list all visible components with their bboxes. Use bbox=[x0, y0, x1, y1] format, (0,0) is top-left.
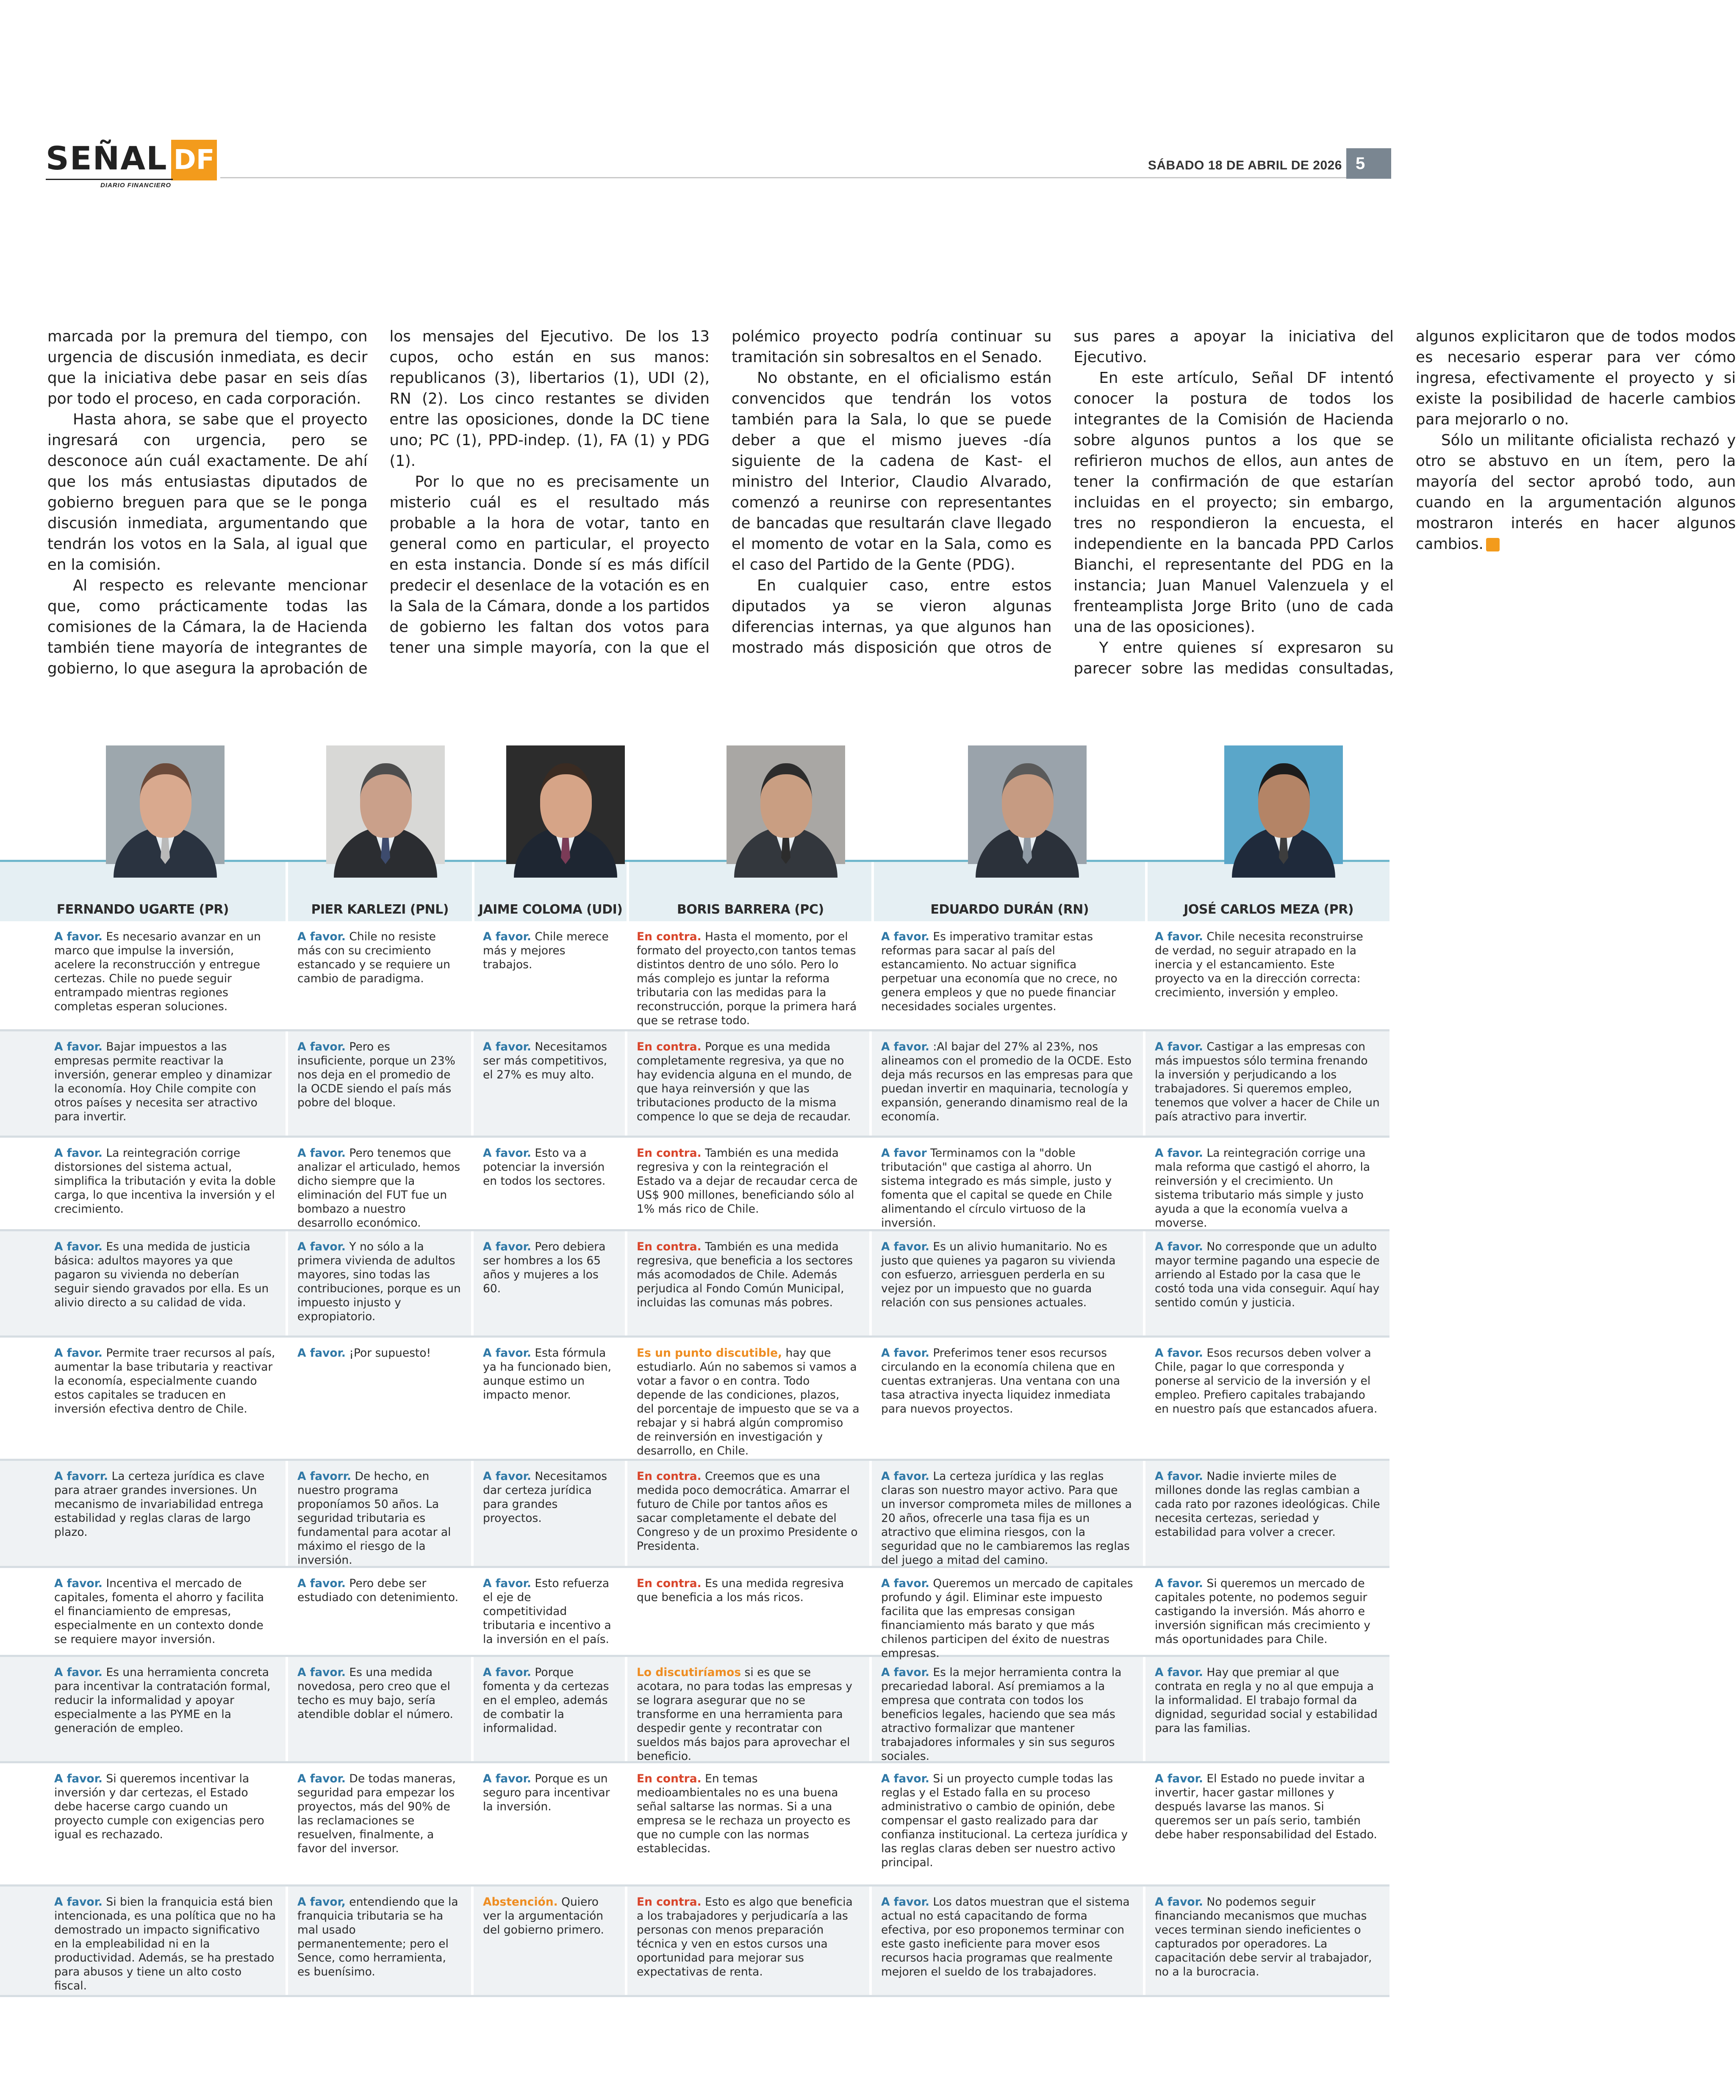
position-label: A favor. bbox=[483, 1346, 531, 1360]
position-cell bbox=[288, 1338, 474, 1459]
position-label: A favor. bbox=[54, 1772, 103, 1785]
position-text: Es un alivio humanitario. No es justo que quienes ya pagaron su vivienda con esfuerzo, arriesguen perderla en su vejez por un impuesto que no guarda relación con sus pensiones actuales. bbox=[881, 1240, 1116, 1309]
positions-table-body bbox=[0, 921, 1389, 1997]
position-label: En contra. bbox=[637, 1147, 702, 1160]
position-cell bbox=[0, 921, 288, 1029]
position-text: Preferimos tener esos recursos circulando en la economía chilena que en cuentas extranjeras. Una ventana con una tasa atractiva inyecta liquidez inmediata para nuevos proyectos. bbox=[881, 1346, 1120, 1416]
position-text: Porque es una medida completamente regresiva, ya que no hay evidencia alguna en el mundo, de que haya reinversión y que las tributaciones producto de la misma compence lo que se deja de recaudar. bbox=[637, 1040, 852, 1123]
deputy-photos-row bbox=[0, 745, 1389, 860]
position-label: A favor. bbox=[54, 1040, 103, 1053]
position-cell bbox=[627, 921, 872, 1029]
position-label: A favor. bbox=[54, 1666, 103, 1679]
position-text: La certeza jurídica es clave para atraer grandes inversiones. Un mecanismo de invariabilidad entrega estabilidad y reglas claras de largo plazo. bbox=[54, 1470, 265, 1539]
logo-subtitle: DIARIO FINANCIERO bbox=[100, 182, 171, 189]
position-cell bbox=[0, 1031, 288, 1136]
position-text: Necesitamos ser más competitivos, el 27% es muy alto. bbox=[483, 1040, 607, 1081]
position-text: Castigar a las empresas con más impuestos sólo termina frenando la inversión y perjudicando a los trabajadores. Si queremos empleo, tenemos que volver a hacer de Chile un país atractivo para invertir. bbox=[1155, 1040, 1380, 1123]
position-text: Esto es algo que beneficia a los trabajadores y perjudicaría a las personas con menos preparación técnica y ven en estos cursos una oportunidad para mejorar sus expectativas de renta. bbox=[637, 1895, 853, 1978]
position-cell bbox=[872, 1138, 1145, 1229]
position-text: Pero es insuficiente, porque un 23% nos deja en el promedio de la OCDE siendo el país más pobre del bloque. bbox=[297, 1040, 455, 1109]
deputy-portrait bbox=[727, 745, 845, 864]
deputy-portrait bbox=[1224, 745, 1343, 864]
position-cell bbox=[474, 1568, 627, 1655]
position-cell bbox=[1145, 921, 1389, 1029]
position-text: También es una medida regresiva, que beneficia a los sectores más acomodados de Chile. Además perjudica al Fondo Común Municipal, incluidas las comunas más pobres. bbox=[637, 1240, 853, 1309]
position-text: Bajar impuestos a las empresas permite reactivar la inversión, generar empleo y dinamizar la economía. Hoy Chile compite con otros países y necesita ser atractivo para invertir. bbox=[54, 1040, 272, 1123]
position-cell bbox=[288, 1763, 474, 1884]
position-label: A favor. bbox=[54, 930, 103, 943]
position-label: A favor. bbox=[1155, 930, 1203, 943]
position-cell bbox=[872, 1338, 1145, 1459]
article-paragraph: Por lo que no es precisamente un misterio cuál es el resultado más probable a la hora de votar, tanto en general como en particular, el proyecto en esta instancia. Donde sí es más difícil predecir el desenlace de la votación es en la Sala de la Cámara, donde a los partidos de gobierno les faltan dos votos para tener una simple mayoría, con la que el polémico proyecto podría continuar su tramitación sin sobresaltos en el Senado. bbox=[389, 328, 1052, 657]
table-row bbox=[0, 1338, 1389, 1461]
position-text: De todas maneras, seguridad para empezar los proyectos, más del 90% de las reclamaciones se resuelven, finalmente, a favor del inversor. bbox=[297, 1772, 456, 1855]
table-row bbox=[0, 1568, 1389, 1660]
position-cell bbox=[0, 1887, 288, 1995]
position-label: Lo discutiríamos bbox=[637, 1666, 741, 1679]
position-cell bbox=[474, 1338, 627, 1459]
position-label: A favor, bbox=[297, 1895, 346, 1909]
position-label: A favor. bbox=[54, 1895, 103, 1909]
position-cell bbox=[0, 1461, 288, 1566]
position-text: Porque fomenta y da certezas en el empleo, además de combatir la informalidad. bbox=[483, 1666, 609, 1735]
portrait-head bbox=[1258, 763, 1310, 838]
position-cell bbox=[1145, 1887, 1389, 1995]
position-label: A favor. bbox=[483, 1666, 531, 1679]
position-label: En contra. bbox=[637, 1577, 702, 1590]
position-label: A favor. bbox=[483, 930, 531, 943]
position-label: A favor. bbox=[483, 1470, 531, 1483]
portrait-head bbox=[140, 763, 191, 838]
logo-wordmark: SEÑAL bbox=[46, 139, 168, 177]
position-text: En temas medioambientales no es una buena señal saltarse las normas. Si a una empresa se le rechaza un proyecto es que no cumple con las normas establecidas. bbox=[637, 1772, 851, 1855]
logo-underline bbox=[46, 179, 173, 189]
position-cell bbox=[627, 1657, 872, 1761]
position-cell bbox=[0, 1568, 288, 1655]
article-paragraph: Hasta ahora, se sabe que el proyecto ingresará con urgencia, pero se desconoce aún cuál exactamente. De ahí que los más entusiastas diputados de gobierno breguen para que se le ponga discusión inmediata, argumentando que tendrán los votos en la Sala, al igual que en la comisión. bbox=[47, 411, 368, 573]
position-cell bbox=[627, 1568, 872, 1655]
end-of-article-icon: S bbox=[1486, 538, 1500, 551]
article-paragraph: Al respecto es relevante mencionar que, como prácticamente todas las comisiones de la Cámara, la de Hacienda también tiene mayoría de integrantes de gobierno, lo que asegura la aprobación de los mensajes del Ejecutivo. De los 13 cupos, ocho están en sus manos: republicanos (3), libertarios (1), UDI (2), RN (2). Los cinco restantes se dividen entre las oposiciones, donde la DC tiene uno; PC (1), PPD-indep. (1), FA (1) y PDG (1). bbox=[47, 328, 710, 677]
position-cell bbox=[872, 1231, 1145, 1335]
article-paragraph-last bbox=[1416, 430, 1736, 554]
position-label: Abstención. bbox=[483, 1895, 558, 1909]
position-text: si es que se acotara, no para todas las empresas y se lograra asegurar que no se transforme en una herramienta para despedir gente y recontratar con sueldos más bajos para aprovechar el beneficio. bbox=[637, 1666, 852, 1763]
position-text: El Estado no puede invitar a invertir, hacer gastar millones y después lavarse las manos. Si queremos ser un país serio, también debe haber responsabilidad del Estado. bbox=[1155, 1772, 1377, 1841]
article-paragraph: En cualquier caso, entre estos diputados ya se vieron algunas diferencias internas, ya que algunos han mostrado más disposición que otros de sus pares a apoyar la iniciativa del Ejecutivo. bbox=[732, 328, 1394, 657]
position-cell bbox=[1145, 1568, 1389, 1655]
position-text: No corresponde que un adulto mayor termine pagando una especie de arriendo al Estado por la casa que le costó toda una vida conseguir. Aquí hay sentido común y justicia. bbox=[1155, 1240, 1380, 1309]
table-row bbox=[0, 1231, 1389, 1338]
position-cell bbox=[1145, 1338, 1389, 1459]
position-label: A favor. bbox=[483, 1240, 531, 1253]
portrait-head bbox=[1002, 763, 1054, 838]
position-label: A favor. bbox=[881, 1772, 929, 1785]
position-cell bbox=[627, 1763, 872, 1884]
header-divider bbox=[220, 177, 1389, 178]
position-cell bbox=[627, 1138, 872, 1229]
position-label: A favor. bbox=[881, 930, 929, 943]
logo-df-box: DF bbox=[171, 140, 217, 180]
position-cell bbox=[474, 1231, 627, 1335]
deputy-name: BORIS BARRERA (PC) bbox=[677, 902, 824, 917]
position-cell bbox=[627, 1461, 872, 1566]
deputy-portrait bbox=[326, 745, 445, 864]
position-label: En contra. bbox=[637, 1772, 702, 1785]
position-label: A favor. bbox=[54, 1240, 103, 1253]
table-row bbox=[0, 1763, 1389, 1887]
article-paragraph: En este artículo, Señal DF intentó conocer la postura de todos los integrantes de la Comisión de Hacienda sobre algunos puntos a los que se refirieron muchos de ellos, aun antes de tener la confirmación de que estarían incluidas en el proyecto; sin embargo, tres no respondieron la encuesta, el independiente en la bancada PPD Carlos Bianchi, el representante del PDG en la instancia; Juan Manuel Valenzuela y el frenteamplista Jorge Brito (uno de cada una de las oposiciones). bbox=[1073, 369, 1394, 636]
position-text: Es una medida de justicia básica: adultos mayores ya que pagaron su vivienda no deberían seguir siendo gravados por ella. Es un alivio directo a su calidad de vida. bbox=[54, 1240, 269, 1309]
position-label: A favor. bbox=[297, 930, 346, 943]
position-cell bbox=[288, 1138, 474, 1229]
position-cell bbox=[872, 921, 1145, 1029]
position-cell bbox=[0, 1138, 288, 1229]
position-text: Porque es un seguro para incentivar la inversión. bbox=[483, 1772, 610, 1813]
position-label: A favor. bbox=[1155, 1040, 1203, 1053]
table-row bbox=[0, 1031, 1389, 1138]
position-text: Hay que premiar al que contrata en regla y no al que empuja a la informalidad. El trabajo formal da dignidad, seguridad social y estabilidad para las familias. bbox=[1155, 1666, 1378, 1735]
deputy-name: PIER KARLEZI (PNL) bbox=[311, 902, 449, 917]
portrait-head bbox=[360, 763, 412, 838]
position-label: A favor. bbox=[297, 1666, 346, 1679]
position-label: En contra. bbox=[637, 1040, 702, 1053]
deputy-portrait bbox=[506, 745, 625, 864]
position-cell bbox=[288, 921, 474, 1029]
position-cell bbox=[474, 1031, 627, 1136]
position-text: Es imperativo tramitar estas reformas para sacar al país del estancamiento. No actuar significa perpetuar una economía que no crece, no genera empleos y que no puede financiar necesidades sociales urgentes. bbox=[881, 930, 1118, 1013]
position-cell bbox=[627, 1338, 872, 1459]
issue-date: SÁBADO 18 DE ABRIL DE 2026 bbox=[1148, 158, 1342, 172]
position-label: A favor. bbox=[54, 1346, 103, 1360]
position-label: A favor. bbox=[881, 1240, 929, 1253]
position-label: A favor. bbox=[881, 1666, 929, 1679]
positions-table bbox=[0, 745, 1389, 1997]
position-text: Chile merece más y mejores trabajos. bbox=[483, 930, 609, 971]
position-cell bbox=[0, 1763, 288, 1884]
table-row bbox=[0, 1138, 1389, 1231]
position-text: Necesitamos dar certeza jurídica para grandes proyectos. bbox=[483, 1470, 607, 1525]
position-cell bbox=[1145, 1763, 1389, 1884]
position-cell bbox=[627, 1887, 872, 1995]
position-label: A favor. bbox=[483, 1772, 531, 1785]
portrait-head bbox=[760, 763, 812, 838]
position-label: A favorr. bbox=[297, 1470, 352, 1483]
position-text: Si bien la franquicia está bien intencionada, es una política que no ha demostrado un impacto significativo en la empleabilidad ni en la productividad. Además, se ha prestado para abusos y tiene un alto costo fiscal. bbox=[54, 1895, 276, 1992]
position-cell bbox=[474, 1763, 627, 1884]
position-label: A favor. bbox=[881, 1040, 929, 1053]
position-text: Pero tenemos que analizar el articulado, hemos dicho siempre que la eliminación del FUT fue un bombazo a nuestro desarrollo económico. bbox=[297, 1147, 460, 1230]
position-cell bbox=[872, 1763, 1145, 1884]
deputy-portrait bbox=[106, 745, 225, 864]
position-cell bbox=[0, 1231, 288, 1335]
table-row bbox=[0, 1887, 1389, 1997]
position-label: A favor. bbox=[1155, 1470, 1203, 1483]
position-text: Esos recursos deben volver a Chile, pagar lo que corresponda y ponerse al servicio de la inversión y el empleo. Prefiero capitales trabajando en nuestro país que estancados afuera. bbox=[1155, 1346, 1378, 1416]
position-cell bbox=[872, 1461, 1145, 1566]
position-label: A favor. bbox=[297, 1147, 346, 1160]
position-cell bbox=[1145, 1657, 1389, 1761]
deputy-name: JAIME COLOMA (UDI) bbox=[478, 902, 623, 917]
position-label: A favor. bbox=[297, 1240, 346, 1253]
position-cell bbox=[872, 1568, 1145, 1660]
position-label: A favor. bbox=[54, 1577, 103, 1590]
position-text: Permite traer recursos al país, aumentar la base tributaria y reactivar la economía, especialmente cuando estos capitales se traducen en inversión efectiva dentro de Chile. bbox=[54, 1346, 275, 1416]
position-text: Creemos que es una medida poco democrática. Amarrar el futuro de Chile por tantos años es sacar completamente el debate del Congreso y de un proximo Presidente o Presidenta. bbox=[637, 1470, 858, 1553]
position-cell bbox=[288, 1568, 474, 1655]
position-text: Si queremos incentivar la inversión y dar certezas, el Estado debe hacerse cargo cuando un proyecto cumple con exigencias pero igual es rechazado. bbox=[54, 1772, 264, 1841]
deputy-name: JOSÉ CARLOS MEZA (PR) bbox=[1184, 902, 1354, 917]
page-number: 5 bbox=[1346, 148, 1391, 179]
position-label: A favor. bbox=[483, 1577, 531, 1590]
table-row bbox=[0, 1657, 1389, 1763]
article-body bbox=[47, 326, 1736, 682]
position-label: Es un punto discutible, bbox=[637, 1346, 782, 1360]
deputy-name: EDUARDO DURÁN (RN) bbox=[930, 902, 1089, 917]
position-label: A favor. bbox=[881, 1895, 929, 1909]
article-paragraph: marcada por la premura del tiempo, con urgencia de discusión inmediata, es decir que la iniciativa debe pasar en seis días por todo el proceso, en cada corporación. bbox=[47, 328, 368, 407]
article-paragraph-text: Sólo un militante oficialista rechazó y otro se abstuvo en un ítem, pero la mayoría del sector aprobó todo, aun cuando en la argumentación algunos mostraron interés en hacer algunos cambios. bbox=[1416, 432, 1736, 553]
position-label: A favor. bbox=[1155, 1240, 1203, 1253]
portrait-head bbox=[540, 763, 592, 838]
position-text: Y no sólo a la primera vivienda de adultos mayores, sino todas las contribuciones, porque es un impuesto injusto y expropiatorio. bbox=[297, 1240, 461, 1323]
article-paragraph: No obstante, en el oficialismo están convencidos que tendrán los votos también para la Sala, lo que se puede deber a que el mismo jueves -día siguiente de la cadena de Kast- el ministro del Interior, Claudio Alvarado, comenzó a reunirse con representantes de bancadas que resultarán clave llegado el momento de votar en la Sala, como es el caso del Partido de la Gente (PDG). bbox=[732, 369, 1052, 573]
position-text: Es una medida regresiva que beneficia a los más ricos. bbox=[637, 1577, 844, 1604]
position-text: Es una medida novedosa, pero creo que el techo es muy bajo, sería atendible doblar el número. bbox=[297, 1666, 453, 1721]
article-paragraph: Y entre quienes sí expresaron su parecer sobre las medidas consultadas, algunos explicitaron que de todos modos es necesario esperar para ver cómo ingresa, efectivamente el proyecto y si existe la posibilidad de hacerle cambios para mejorarlo o no. bbox=[1073, 328, 1736, 677]
position-cell bbox=[288, 1461, 474, 1566]
position-label: A favorr. bbox=[54, 1470, 108, 1483]
position-text: ¡Por supuesto! bbox=[345, 1346, 431, 1360]
position-text: Si queremos un mercado de capitales potente, no podemos seguir castigando la inversión. Más ahorro e inversión significan más crecimiento y más oportunidades para Chile. bbox=[1155, 1577, 1370, 1646]
position-label: A favor. bbox=[297, 1040, 346, 1053]
position-label: A favor. bbox=[483, 1040, 531, 1053]
position-cell bbox=[1145, 1031, 1389, 1136]
position-label: A favor. bbox=[1155, 1346, 1203, 1360]
position-label: A favor. bbox=[297, 1346, 346, 1360]
position-label: A favor. bbox=[1155, 1147, 1203, 1160]
position-cell bbox=[474, 1887, 627, 1995]
position-cell bbox=[872, 1887, 1145, 1995]
table-row bbox=[0, 1461, 1389, 1568]
position-cell bbox=[288, 1887, 474, 1995]
position-text: La certeza jurídica y las reglas claras son nuestro mayor activo. Para que un inversor comprometa miles de millones a 20 años, ofrecerle una tasa fija es un atractivo que elimina riesgos, con la seguridad que no le cambiaremos las reglas del juego a mitad del camino. bbox=[881, 1470, 1132, 1567]
position-cell bbox=[0, 1657, 288, 1761]
position-label: A favor. bbox=[297, 1577, 346, 1590]
position-text: Chile necesita reconstruirse de verdad, no seguir atrapado en la inercia y el estancamiento. Este proyecto va en la dirección correcta: crecimiento, inversión y empleo. bbox=[1155, 930, 1363, 999]
position-label: En contra. bbox=[637, 1470, 702, 1483]
position-text: Los datos muestran que el sistema actual no está capacitando de forma efectiva, por eso proponemos terminar con este gasto ineficiente para mover esos recursos hacia programas que realmente mejoren el sueldo de los trabajadores. bbox=[881, 1895, 1130, 1978]
position-label: A favor. bbox=[1155, 1772, 1203, 1785]
position-label: A favor. bbox=[881, 1577, 929, 1590]
position-text: No podemos seguir financiando mecanismos que muchas veces terminan siendo ineficientes o capturados por operadores. La capacitación debe servir al trabajador, no a la burocracia. bbox=[1155, 1895, 1372, 1978]
position-text: Queremos un mercado de capitales profundo y ágil. Eliminar este impuesto facilita que las empresas consigan financiamiento más barato y que más chilenos participen del éxito de nuestras empresas. bbox=[881, 1577, 1133, 1660]
position-text: Quiero ver la argumentación del gobierno primero. bbox=[483, 1895, 604, 1937]
position-cell bbox=[288, 1657, 474, 1761]
position-text: Esto va a potenciar la inversión en todos los sectores. bbox=[483, 1147, 606, 1188]
position-cell bbox=[474, 1657, 627, 1761]
deputy-name: FERNANDO UGARTE (PR) bbox=[56, 902, 229, 917]
position-text: Es la mejor herramienta contra la precariedad laboral. Así premiamos a la empresa que contrata con todos los beneficios legales, haciendo que sea más atractivo formalizar que mantener trabajadores informales y sin sus seguros sociales. bbox=[881, 1666, 1122, 1763]
position-label: En contra. bbox=[637, 1240, 702, 1253]
position-label: A favor. bbox=[1155, 1577, 1203, 1590]
position-text: Esto refuerza el eje de competitividad tributaria e incentivo a la inversión en el país. bbox=[483, 1577, 611, 1646]
position-label: A favor. bbox=[1155, 1666, 1203, 1679]
position-cell bbox=[474, 1138, 627, 1229]
position-text: Pero debiera ser hombres a los 65 años y mujeres a los 60. bbox=[483, 1240, 606, 1295]
table-row bbox=[0, 921, 1389, 1031]
position-text: Incentiva el mercado de capitales, fomenta el ahorro y facilita el financiamiento de empresas, especialmente en un contexto donde se requiere mayor inversión. bbox=[54, 1577, 264, 1646]
position-text: Esta fórmula ya ha funcionado bien, aunque estimo un impacto menor. bbox=[483, 1346, 612, 1402]
position-text: hay que estudiarlo. Aún no sabemos si vamos a votar a favor o en contra. Todo depende de las condiciones, plazos, del porcentaje de impuesto que se va a rebajar y si habrá algún compromiso de reinversión en investigación y desarrollo, en Chile. bbox=[637, 1346, 860, 1457]
position-cell bbox=[288, 1231, 474, 1335]
position-cell bbox=[474, 1461, 627, 1566]
position-label: En contra. bbox=[637, 1895, 702, 1909]
position-label: A favor. bbox=[483, 1147, 531, 1160]
position-text: Hasta el momento, por el formato del proyecto,con tantos temas distintos dentro de uno sólo. Pero lo más complejo es juntar la reforma tributaria con las medidas para la reconstrucción, porque la primera hará que se retrase todo. bbox=[637, 930, 857, 1027]
position-text: La reintegración corrige distorsiones del sistema actual, simplifica la tributación y evita la doble carga, lo que incentiva la inversión y el crecimiento. bbox=[54, 1147, 276, 1216]
position-text: Es necesario avanzar en un marco que impulse la inversión, acelere la reconstrucción y entregue certezas. Chile no puede seguir entrampado mientras regiones completas esperan soluciones. bbox=[54, 930, 261, 1013]
position-cell bbox=[627, 1231, 872, 1335]
position-text: Terminamos con la "doble tributación" que castiga al ahorro. Un sistema integrado es más simple, justo y fomenta que el capital se quede en Chile alimentando el círculo virtuoso de la inversión. bbox=[881, 1147, 1112, 1230]
position-text: La reintegración corrige una mala reforma que castigó el ahorro, la reinversión y el crecimiento. Un sistema tributario más simple y justo ayuda a que la economía vuelva a moverse. bbox=[1155, 1147, 1370, 1230]
position-label: A favor bbox=[881, 1147, 927, 1160]
position-cell bbox=[1145, 1461, 1389, 1566]
position-text: De hecho, en nuestro programa proponíamos 50 años. La seguridad tributaria es fundamental para acotar al máximo el riesgo de la inversión. bbox=[297, 1470, 451, 1567]
position-text: Chile no resiste más con su crecimiento estancado y se requiere un cambio de paradigma. bbox=[297, 930, 450, 985]
position-label: A favor. bbox=[1155, 1895, 1203, 1909]
position-cell bbox=[1145, 1231, 1389, 1335]
position-label: A favor. bbox=[881, 1470, 929, 1483]
position-text: También es una medida regresiva y con la reintegración el Estado va a dejar de recaudar cerca de US$ 900 millones, beneficiando sólo al 1% más rico de Chile. bbox=[637, 1147, 858, 1216]
position-text: entendiendo que la franquicia tributaria se ha mal usado permanentemente; pero el Sence, como herramienta, es buenísimo. bbox=[297, 1895, 458, 1978]
deputy-portrait bbox=[968, 745, 1087, 864]
position-label: A favor. bbox=[54, 1147, 103, 1160]
position-text: Es una herramienta concreta para incentivar la contratación formal, reducir la informalidad y apoyar especialmente a las PYME en la generación de empleo. bbox=[54, 1666, 271, 1735]
position-cell bbox=[288, 1031, 474, 1136]
position-text: :Al bajar del 27% al 23%, nos alineamos con el promedio de la OCDE. Esto deja más recursos en las empresas para que puedan invertir en maquinaria, tecnología y expansión, generando dinamismo real de la economía. bbox=[881, 1040, 1133, 1123]
masthead-logo bbox=[46, 139, 217, 189]
position-label: A favor. bbox=[881, 1346, 929, 1360]
position-cell bbox=[474, 921, 627, 1029]
position-cell bbox=[872, 1031, 1145, 1136]
position-cell bbox=[627, 1031, 872, 1136]
position-label: A favor. bbox=[297, 1772, 346, 1785]
position-text: Si un proyecto cumple todas las reglas y el Estado falla en su proceso administrativo o cambio de opinión, debe compensar el gasto realizado para dar confianza institucional. La certeza jurídica y las reglas claras deben ser nuestro activo principal. bbox=[881, 1772, 1128, 1869]
position-cell bbox=[0, 1338, 288, 1459]
position-text: Pero debe ser estudiado con detenimiento. bbox=[297, 1577, 458, 1604]
position-cell bbox=[872, 1657, 1145, 1761]
position-cell bbox=[1145, 1138, 1389, 1229]
position-label: En contra. bbox=[637, 930, 702, 943]
position-text: Nadie invierte miles de millones donde las reglas cambian a cada rato por razones ideológicas. Chile necesita certezas, seriedad y estabilidad para volver a crecer. bbox=[1155, 1470, 1380, 1539]
